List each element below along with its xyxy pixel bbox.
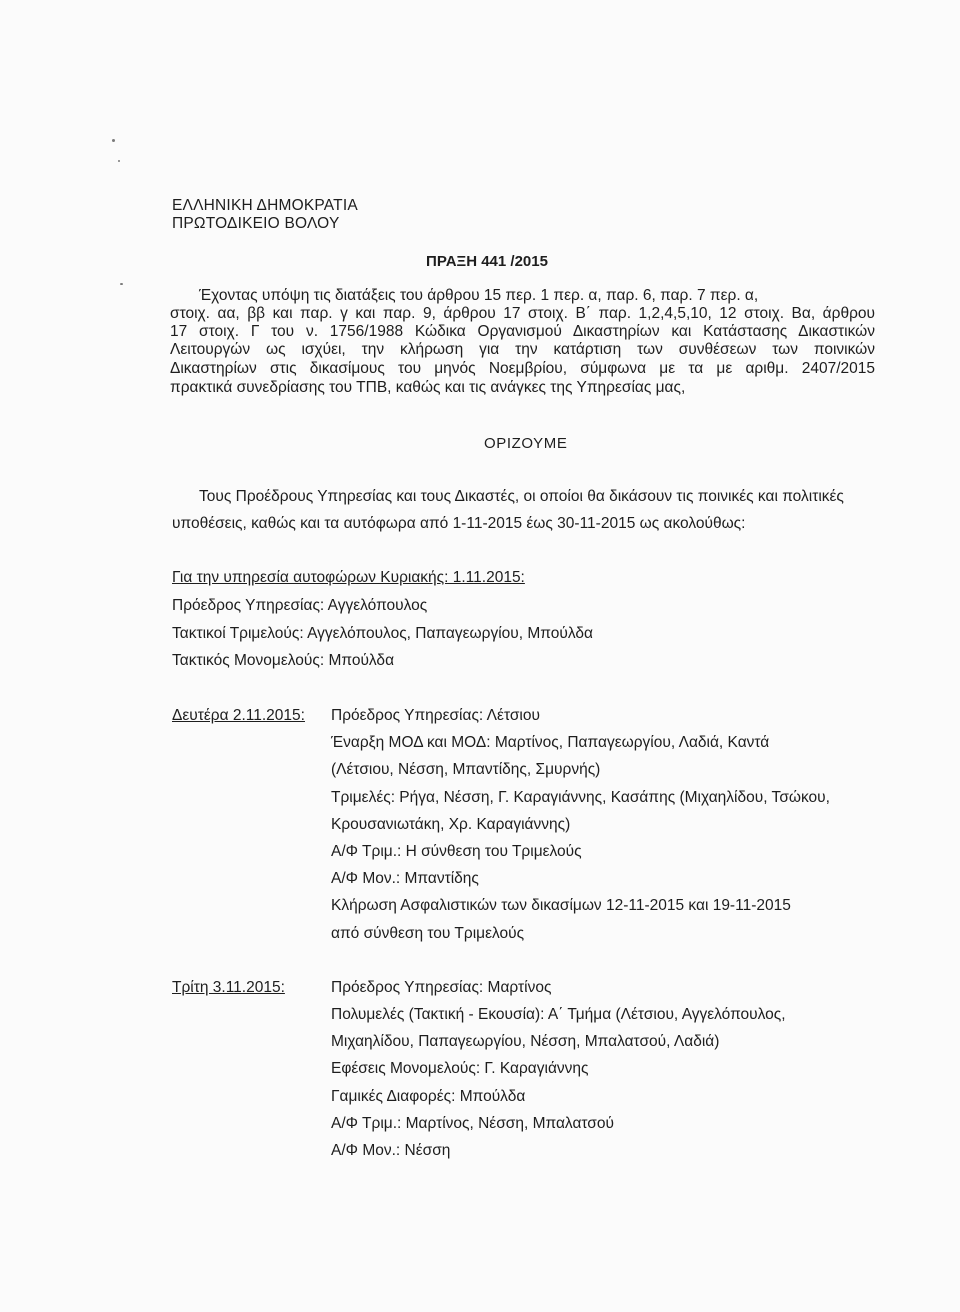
preamble-line: στοιχ. αα, ββ και παρ. γ και παρ. 9, άρθρου 17 στοιχ. Β΄ παρ. 1,2,4,5,10, 12 στοιχ. Βα, άρθρου [170, 305, 875, 322]
preamble-line: Δικαστηρίων στις δικασίμους του μηνός Νοεμβρίου, σύμφωνα με τα με αριθμ. 2407/2015 [170, 360, 875, 377]
monday-line: (Λέτσιου, Νέσση, Μπαντίδης, Σμυρνής) [331, 761, 601, 778]
orizoume-heading: ΟΡΙΖΟΥΜΕ [484, 435, 568, 452]
tuesday-line: Α/Φ Τριμ.: Μαρτίνος, Νέσση, Μπαλατσού [331, 1115, 614, 1132]
tuesday-line: Εφέσεις Μονομελούς: Γ. Καραγιάννης [331, 1060, 589, 1077]
sunday-heading: Για την υπηρεσία αυτοφώρων Κυριακής: 1.11.2015: [172, 569, 525, 586]
sunday-line: Πρόεδρος Υπηρεσίας: Αγγελόπουλος [172, 597, 428, 614]
monday-line: Α/Φ Μον.: Μπαντίδης [331, 870, 479, 887]
monday-line: Α/Φ Τριμ.: Η σύνθεση του Τριμελούς [331, 843, 582, 860]
preamble-line: 17 στοιχ. Γ του ν. 1756/1988 Κώδικα Οργανισμού Δικαστηρίων και Κατάστασης Δικαστικών [170, 323, 875, 340]
monday-date: Δευτέρα 2.11.2015: [172, 707, 305, 724]
tuesday-line: Α/Φ Μον.: Νέσση [331, 1142, 451, 1159]
preamble-line: πρακτικά συνεδρίασης του ΤΠΒ, καθώς και τις ανάγκες της Υπηρεσίας μας, [170, 379, 686, 396]
tuesday-line: Γαμικές Διαφορές: Μπούλδα [331, 1088, 526, 1105]
document-title: ΠΡΑΞΗ 441 /2015 [426, 253, 548, 270]
monday-line: Έναρξη ΜΟΔ και ΜΟΔ: Μαρτίνος, Παπαγεωργίου, Λαδιά, Καντά [331, 734, 770, 751]
preamble-line: Λειτουργών ως ισχύει, την κλήρωση για την κατάρτιση των συνθέσεων των ποινικών [170, 341, 875, 358]
tuesday-line: Πολυμελές (Τακτική - Εκουσία): Α΄ Τμήμα (Λέτσιου, Αγγελόπουλος, [331, 1006, 786, 1023]
monday-line: Πρόεδρος Υπηρεσίας: Λέτσιου [331, 707, 540, 724]
scan-speck [118, 160, 120, 162]
sunday-line: Τακτικός Μονομελούς: Μπούλδα [172, 652, 395, 669]
intro-line: Τους Προέδρους Υπηρεσίας και τους Δικαστές, οι οποίοι θα δικάσουν τις ποινικές και πολιτικές [199, 488, 844, 505]
preamble-line: Έχοντας υπόψη τις διατάξεις του άρθρου 15 περ. 1 περ. α, παρ. 6, παρ. 7 περ. α, [199, 287, 759, 304]
monday-line: Κλήρωση Ασφαλιστικών των δικασίμων 12-11-2015 και 19-11-2015 [331, 897, 791, 914]
tuesday-date: Τρίτη 3.11.2015: [172, 979, 285, 996]
monday-line: Τριμελές: Ρήγα, Νέσση, Γ. Καραγιάννης, Κασάπης (Μιχαηλίδου, Τσώκου, [331, 789, 830, 806]
intro-line: υποθέσεις, καθώς και τα αυτόφωρα από 1-11-2015 έως 30-11-2015 ως ακολούθως: [172, 515, 746, 532]
org-line-1: ΕΛΛΗΝΙΚΗ ΔΗΜΟΚΡΑΤΙΑ [172, 197, 358, 214]
scan-speck [112, 139, 115, 142]
sunday-line: Τακτικοί Τριμελούς: Αγγελόπουλος, Παπαγεωργίου, Μπούλδα [172, 625, 593, 642]
scan-speck [120, 283, 123, 285]
tuesday-line: Μιχαηλίδου, Παπαγεωργίου, Νέσση, Μπαλατσού, Λαδιά) [331, 1033, 720, 1050]
monday-line: Κρουσανιωτάκη, Χρ. Καραγιάννης) [331, 816, 571, 833]
org-line-2: ΠΡΩΤΟΔΙΚΕΙΟ ΒΟΛΟΥ [172, 215, 340, 232]
monday-line: από σύνθεση του Τριμελούς [331, 925, 525, 942]
tuesday-line: Πρόεδρος Υπηρεσίας: Μαρτίνος [331, 979, 552, 996]
